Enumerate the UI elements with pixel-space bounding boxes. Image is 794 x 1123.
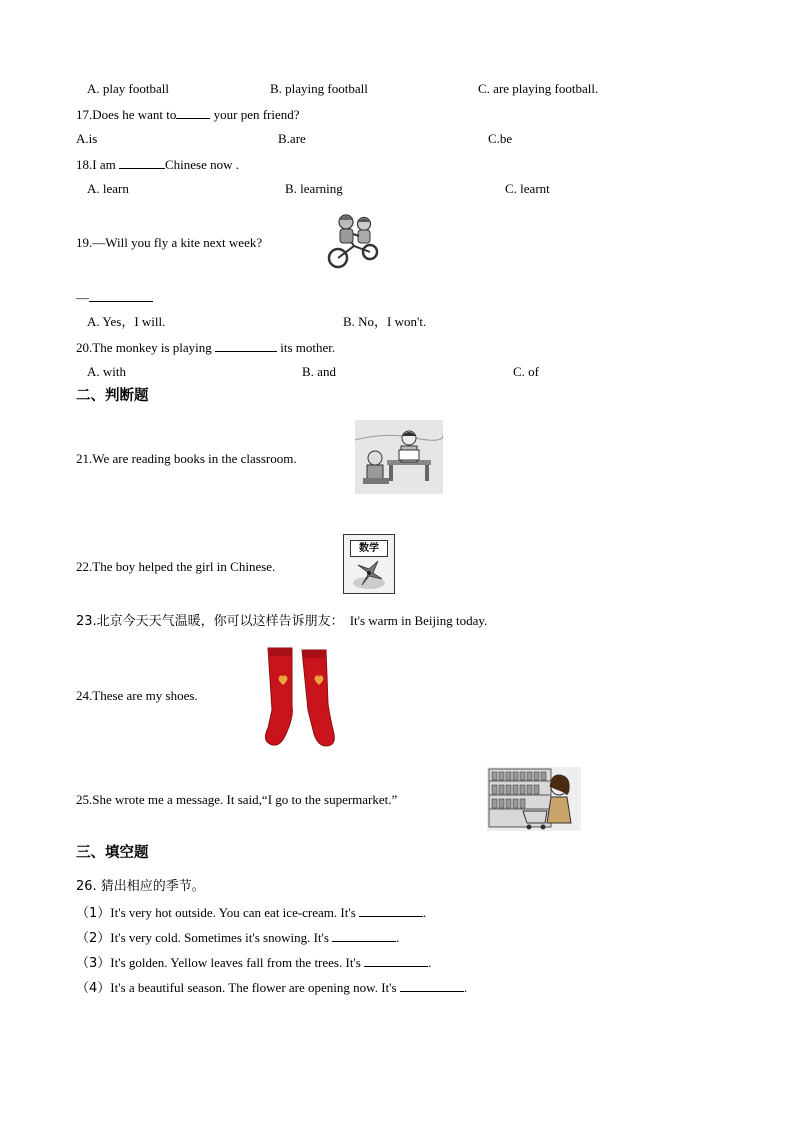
answer-blank <box>176 106 210 119</box>
q26-item-number: （2） <box>76 931 111 946</box>
section-heading-fill-in: 三、填空题 <box>76 845 149 861</box>
q19-dash: — <box>76 290 89 305</box>
q26-item-end: . <box>463 980 468 995</box>
q18-option-c: C. learnt <box>505 181 550 196</box>
q26-title <box>76 878 205 895</box>
answer-blank <box>119 156 165 169</box>
q26-item-text: It's very cold. Sometimes it's snowing. It's <box>110 930 333 945</box>
q18-option-b: B. learning <box>285 181 343 196</box>
q16-option-a: A. play football <box>87 81 169 96</box>
q26-item-end: . <box>396 930 400 945</box>
q26-item-4 <box>76 979 467 997</box>
q26-item-3 <box>76 954 431 972</box>
q23-statement <box>76 613 487 630</box>
answer-blank <box>332 929 396 942</box>
q20-stem <box>76 339 335 356</box>
q26-item-text: It's a beautiful season. The flower are opening now. It's <box>110 980 400 995</box>
supermarket-shopping-illustration <box>487 767 581 831</box>
q26-item-1 <box>76 904 426 922</box>
kids-on-bicycle-illustration <box>326 212 384 270</box>
section-heading-true-false: 二、判断题 <box>76 388 149 404</box>
answer-blank <box>400 979 464 992</box>
q26-title-text: 26. 猜出相应的季节。 <box>76 879 205 894</box>
q18-option-a: A. learn <box>87 181 129 196</box>
q19-option-b: B. No，I won't. <box>343 314 427 329</box>
q24-statement: 24.These are my shoes. <box>76 688 198 703</box>
q16-option-c: C. are playing football. <box>478 81 599 96</box>
q18-stem <box>76 156 239 173</box>
q18-stem-post: Chinese now . <box>164 157 239 172</box>
answer-blank <box>89 289 153 302</box>
answer-blank <box>359 904 423 917</box>
q26-item-number: （1） <box>76 906 111 921</box>
q26-item-text: It's golden. Yellow leaves fall from the trees. It's <box>110 955 365 970</box>
q26-item-text: It's very hot outside. You can eat ice-cream. It's <box>110 905 360 920</box>
q26-item-number: （3） <box>76 956 111 971</box>
q23-english-text: It's warm in Beijing today. <box>349 613 488 628</box>
q20-option-b: B. and <box>302 364 336 379</box>
q26-item-2 <box>76 929 399 947</box>
reading-on-bench-illustration <box>355 420 443 494</box>
book-label: 数学 <box>350 540 388 557</box>
q17-option-b: B.are <box>278 131 306 146</box>
q17-option-a: A.is <box>76 131 98 146</box>
q23-chinese-text: 23.北京今天天气温暖，你可以这样告诉朋友： <box>76 614 344 629</box>
pinwheel-icon <box>350 557 388 591</box>
q20-option-a: A. with <box>87 364 126 379</box>
q17-stem-post: your pen friend? <box>210 107 300 122</box>
q20-stem-post: its mother. <box>277 340 336 355</box>
q26-item-end: . <box>428 955 432 970</box>
q19-stem: 19.—Will you fly a kite next week? <box>76 235 263 250</box>
q20-option-c: C. of <box>513 364 539 379</box>
q21-statement: 21.We are reading books in the classroom. <box>76 451 297 466</box>
red-socks-illustration <box>262 644 342 750</box>
q20-stem-pre: 20.The monkey is playing <box>76 340 216 355</box>
q17-stem <box>76 106 300 123</box>
q16-option-b: B. playing football <box>270 81 368 96</box>
q19-answer-line <box>76 289 153 306</box>
q17-option-c: C.be <box>488 131 513 146</box>
answer-blank <box>364 954 428 967</box>
q26-item-end: . <box>423 905 427 920</box>
q19-option-a: A. Yes，I will. <box>87 314 166 329</box>
answer-blank <box>215 339 277 352</box>
q25-statement: 25.She wrote me a message. It said,“I go to the supermarket.” <box>76 792 398 807</box>
q22-statement: 22.The boy helped the girl in Chinese. <box>76 559 276 574</box>
math-book-illustration <box>343 534 395 594</box>
q18-stem-pre: 18.I am <box>76 157 119 172</box>
q17-stem-pre: 17.Does he want to <box>76 107 177 122</box>
q26-item-number: （4） <box>76 981 111 996</box>
